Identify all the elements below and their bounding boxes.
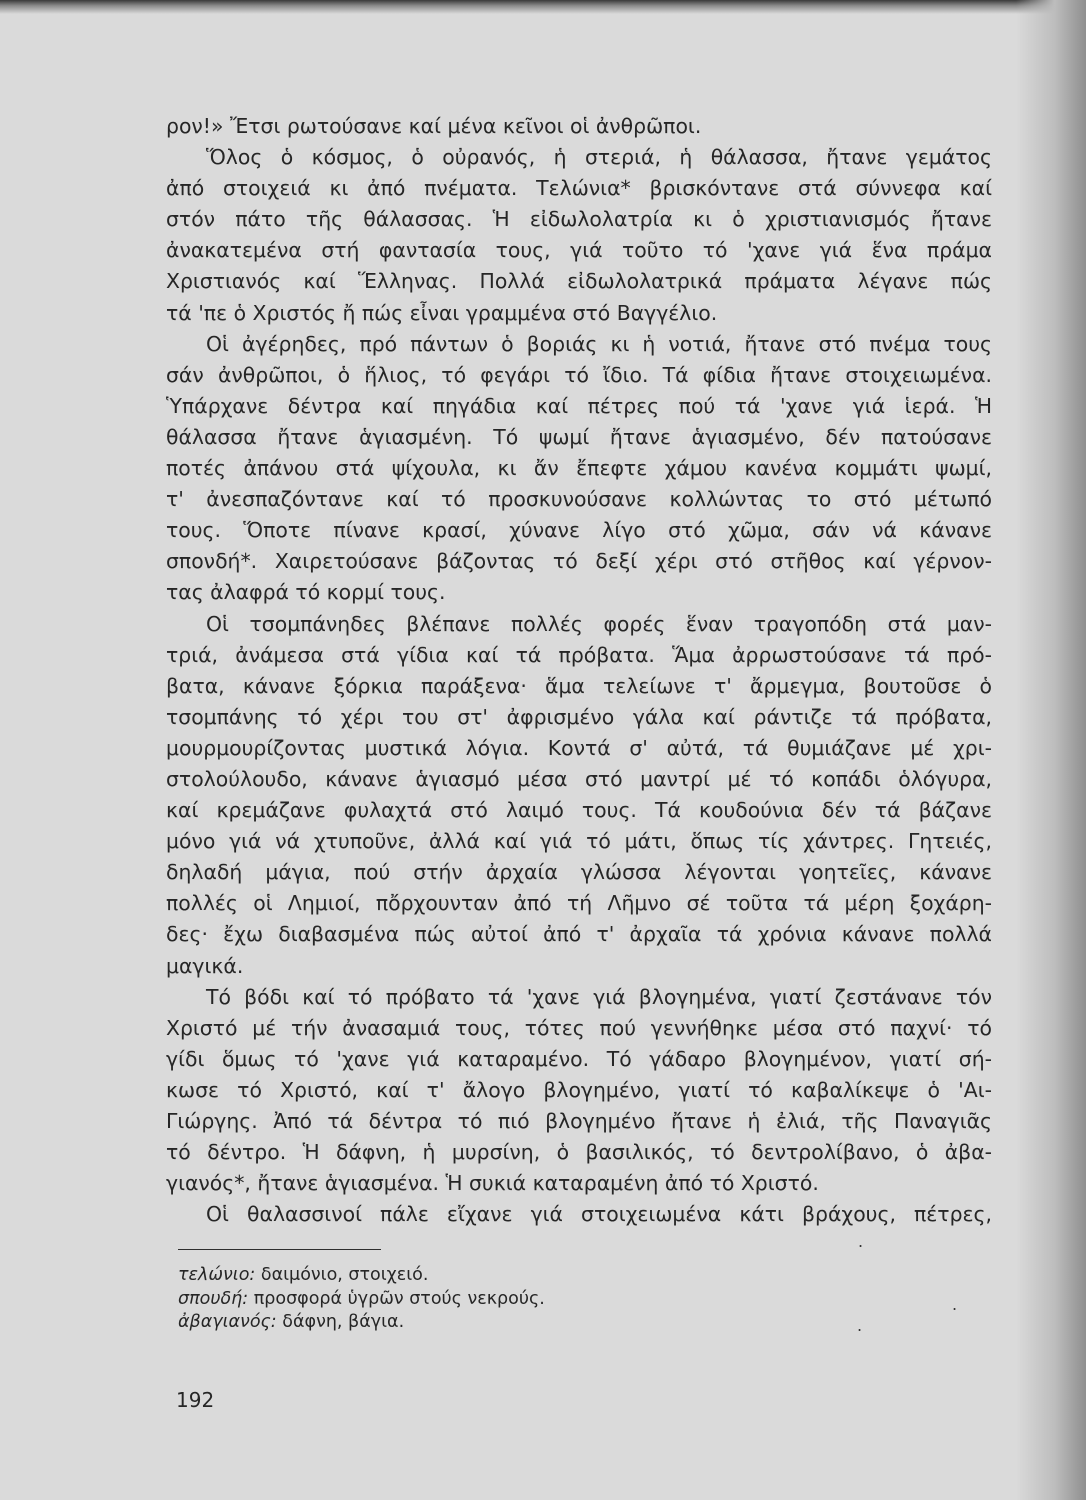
text-line: Γιώργης. Ἀπό τά δέντρα τό πιό βλογημένο ἤτανε ἡ ἐλιά, τῆς Παναγιᾶς — [166, 1109, 992, 1133]
page-top-shadow — [0, 0, 1086, 14]
text-line: ἀπό στοιχειά κι ἀπό πνέματα. Τελώνια* βρισκόντανε στά σύννεφα καί — [166, 176, 992, 201]
text-line: Οἱ τσομπάνηδες βλέπανε πολλές φορές ἕναν τραγοπόδη στά μαν- — [206, 611, 992, 636]
text-line: Χριστό μέ τήν ἀνασαμιά τους, τότες πού γεννήθηκε μέσα στό παχνί· τό — [166, 1015, 992, 1040]
text-line: τας ἀλαφρά τό κορμί τους. — [166, 580, 446, 605]
body-text — [166, 111, 992, 1230]
text-line: Τό βόδι καί τό πρόβατο τά 'χανε γιά βλογημένα, γιατί ζεστάνανε τόν — [206, 984, 992, 1009]
text-line: κωσε τό Χριστό, καί τ' ἄλογο βλογημένο, γιατί τό καβαλίκεψε ὁ 'Αι- — [166, 1077, 992, 1102]
text-line: θάλασσα ἤτανε ἁγιασμένη. Τό ψωμί ἤτανε ἁγιασμένο, δέν πατούσανε — [166, 424, 992, 449]
text-line: Χριστιανός καί Ἕλληνας. Πολλά εἰδωλολατρικά πράματα λέγανε πώς — [166, 269, 992, 294]
text-line: στόν πάτο τῆς θάλασσας. Ἡ εἰδωλολατρία κι ὁ χριστιανισμός ἤτανε — [166, 207, 992, 232]
text-line: ἀνακατεμένα στή φαντασία τους, γιά τοῦτο τό 'χανε γιά ἕνα πράμα — [166, 238, 992, 263]
footnote-definition: δάφνη, βάγια. — [282, 1312, 405, 1332]
text-line: σάν ἀνθρῶποι, ὁ ἥλιος, τό φεγάρι τό ἴδιο. Τά φίδια ἤτανε στοιχειωμένα. — [166, 362, 992, 387]
text-line: βατα, κάνανε ξόρκια παράξενα· ἅμα τελείωνε τ' ἄρμεγμα, βουτοῦσε ὁ — [166, 673, 992, 698]
footnote-term: ἀβαγιανός: — [178, 1312, 277, 1332]
footnote-divider — [178, 1249, 381, 1250]
text-line: τά 'πε ὁ Χριστός ἤ πώς εἶναι γραμμένα στό Βαγγέλιο. — [166, 300, 718, 325]
page-number: 192 — [176, 1388, 215, 1412]
text-line: Ὑπάρχανε δέντρα καί πηγάδια καί πέτρες πού τά 'χανε γιά ἱερά. Ἡ — [166, 393, 992, 418]
footnote-term: τελώνιο: — [178, 1265, 256, 1285]
text-line: Οἱ θαλασσινοί πάλε εἴχανε γιά στοιχειωμένα κάτι βράχους, πέτρες, — [206, 1202, 992, 1227]
footnote — [178, 1264, 878, 1288]
footnote — [178, 1311, 878, 1335]
text-line: τσομπάνης τό χέρι του στ' ἀφρισμένο γάλα καί ράντιζε τά πρόβατα, — [166, 704, 992, 729]
text-line: Ὅλος ὁ κόσμος, ὁ οὐρανός, ἡ στεριά, ἡ θάλασσα, ἤτανε γεμάτος — [206, 145, 992, 170]
text-line: δες· ἔχω διαβασμένα πώς αὐτοί ἀπό τ' ἀρχαῖα τά χρόνια κάνανε πολλά — [166, 922, 992, 947]
text-line: μαγικά. — [166, 953, 244, 978]
text-line: στολούλουδο, κάνανε ἁγιασμό μέσα στό μαντρί μέ τό κοπάδι ὁλόγυρα, — [166, 766, 992, 791]
text-line: τό δέντρο. Ἡ δάφνη, ἡ μυρσίνη, ὁ βασιλικός, τό δεντρολίβανο, ὁ ἀβα- — [166, 1140, 992, 1165]
text-line: γιανός*, ἤτανε ἁγιασμένα. Ἡ συκιά καταραμένη ἀπό τό Χριστό. — [166, 1171, 819, 1196]
page-binding-shadow — [1016, 0, 1086, 1500]
footnote — [178, 1288, 878, 1312]
footnote-definition: δαιμόνιο, στοιχειό. — [260, 1265, 429, 1285]
text-line: τους. Ὅποτε πίνανε κρασί, χύνανε λίγο στό χῶμα, σάν νά κάνανε — [166, 518, 992, 543]
text-line: πολλές οἱ Λημιοί, πὄρχουνταν ἀπό τή Λῆμνο σέ τοῦτα τά μέρη ξοχάρη- — [166, 891, 992, 916]
scan-speck: . — [952, 1295, 958, 1314]
text-line: μουρμουρίζοντας μυστικά λόγια. Κοντά σ' αὐτά, τά θυμιάζανε μέ χρι- — [166, 735, 992, 760]
text-line: καί κρεμάζανε φυλαχτά στό λαιμό τους. Τά κουδούνια δέν τά βάζανε — [166, 798, 992, 823]
footnote-definition: προσφορά ὑγρῶν στούς νεκρούς. — [253, 1288, 545, 1309]
text-line: τ' ἀνεσπαζόντανε καί τό προσκυνούσανε κολλώντας το στό μέτωπό — [166, 487, 992, 512]
scan-speck: . — [857, 1316, 863, 1335]
text-line: τριά, ἀνάμεσα στά γίδια καί τά πρόβατα. Ἅμα ἀρρωστούσανε τά πρό- — [166, 642, 992, 667]
text-line: δηλαδή μάγια, πού στήν ἀρχαία γλώσσα λέγονται γοητεῖες, κάνανε — [166, 860, 992, 885]
text-line: ρον!» Ἔτσι ρωτούσανε καί μένα κεῖνοι οἱ ἀνθρῶποι. — [166, 114, 702, 138]
footnotes — [178, 1264, 878, 1335]
scan-speck: . — [858, 1232, 864, 1251]
footnote-term: σπουδή: — [178, 1288, 249, 1309]
text-line: γίδι ὅμως τό 'χανε γιά καταραμένο. Τό γάδαρο βλογημένον, γιατί σή- — [166, 1046, 992, 1071]
text-line: Οἱ ἀγέρηδες, πρό πάντων ὁ βοριάς κι ἡ νοτιά, ἤτανε στό πνέμα τους — [206, 331, 992, 356]
text-line: ποτές ἀπάνου στά ψίχουλα, κι ἄν ἔπεφτε χάμου κανένα κομμάτι ψωμί, — [166, 456, 992, 481]
text-line: σπονδή*. Χαιρετούσανε βάζοντας τό δεξί χέρι στό στῆθος καί γέρνον- — [166, 549, 992, 574]
text-line: μόνο γιά νά χτυποῦνε, ἀλλά καί γιά τό μάτι, ὅπως τίς χάντρες. Γητειές, — [166, 829, 992, 854]
